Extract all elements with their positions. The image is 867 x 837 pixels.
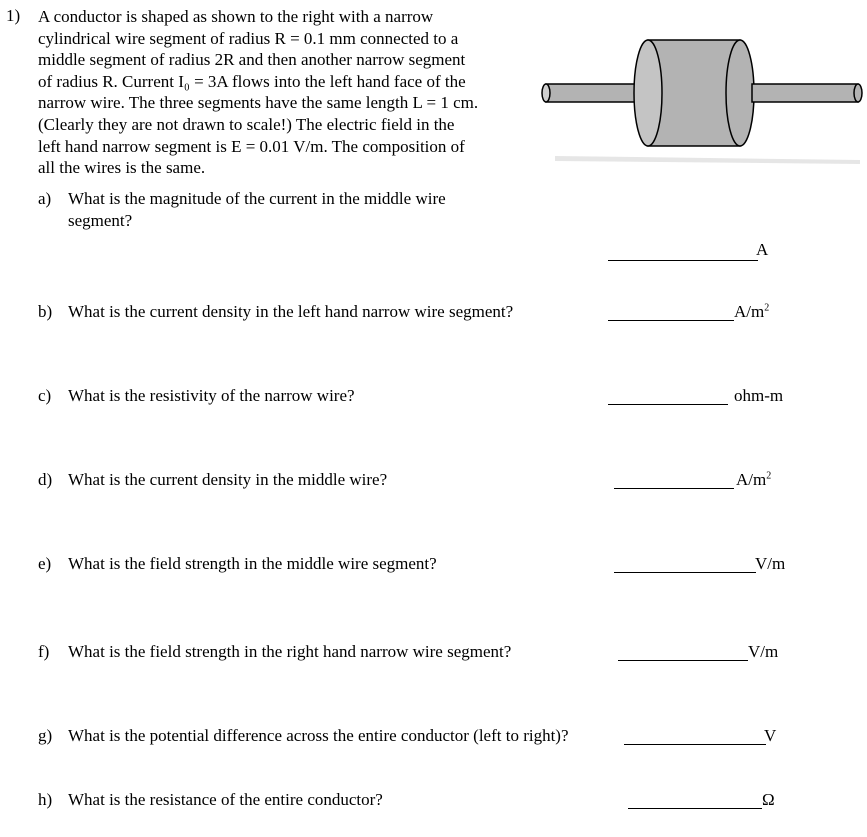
question-line: What is the potential difference across the entire conductor (left to right)? [68, 726, 569, 745]
right-narrow-segment [752, 84, 858, 102]
unit-h: Ω [762, 790, 775, 809]
unit-e: V/m [755, 554, 786, 573]
part-letter: g) [38, 726, 53, 745]
intro-line: left hand narrow segment is E = 0.01 V/m. The composition of [38, 136, 465, 156]
intro-line: (Clearly they are not drawn to scale!) The electric field in the [38, 114, 455, 134]
middle-segment-left-face [634, 40, 662, 146]
question-line: What is the magnitude of the current in the middle wire [68, 189, 446, 208]
part-question [68, 725, 569, 747]
unit-b [734, 302, 769, 322]
intro-line: of radius R. Current I₀ = 3A flows into the left hand face of the [38, 71, 466, 91]
part-letter: c) [38, 386, 52, 405]
question-line: What is the current density in the middle wire? [68, 470, 388, 489]
unit-d-exponent: 2 [766, 470, 772, 482]
unit-g: V [764, 726, 777, 745]
conductor-diagram [540, 28, 867, 178]
part-letter: a) [38, 189, 52, 208]
intro-line: middle segment of radius 2R and then another narrow segment [38, 50, 466, 70]
part-question [68, 385, 355, 407]
unit-d-text: A/m [736, 470, 767, 489]
intro-line: all the wires is the same. [38, 158, 206, 178]
middle-segment-right-face [726, 40, 754, 146]
figure-shadow [555, 156, 860, 164]
part-question [68, 188, 446, 232]
part-question [68, 553, 437, 575]
unit-b-exponent: 2 [764, 302, 770, 314]
unit-a: A [756, 240, 769, 259]
part-question [68, 789, 383, 811]
left-segment-end [542, 84, 550, 102]
intro-line: cylindrical wire segment of radius R = 0.1 mm connected to a [38, 28, 459, 48]
part-question [68, 301, 513, 323]
unit-b-text: A/m [734, 302, 765, 321]
part-question [68, 641, 511, 663]
right-segment-end [854, 84, 862, 102]
part-letter: e) [38, 554, 52, 573]
unit-f: V/m [748, 642, 779, 661]
part-letter: b) [38, 302, 53, 321]
unit-d [736, 470, 771, 490]
left-narrow-segment [546, 84, 646, 102]
answer-blank-e[interactable] [614, 572, 756, 573]
question-line: What is the current density in the left hand narrow wire segment? [68, 302, 514, 321]
question-line: What is the resistivity of the narrow wire? [68, 386, 355, 405]
answer-blank-f[interactable] [618, 660, 748, 661]
answer-blank-g[interactable] [624, 744, 766, 745]
question-line: What is the field strength in the right hand narrow wire segment? [68, 642, 512, 661]
answer-blank-c[interactable] [608, 404, 728, 405]
part-question [68, 469, 387, 491]
question-line: What is the resistance of the entire conductor? [68, 790, 383, 809]
problem-number: 1) [6, 6, 21, 25]
answer-blank-d[interactable] [614, 488, 734, 489]
unit-c: ohm-m [734, 386, 784, 405]
problem-statement [38, 6, 528, 179]
answer-blank-h[interactable] [628, 808, 762, 809]
answer-blank-b[interactable] [608, 320, 734, 321]
question-line: What is the field strength in the middle wire segment? [68, 554, 437, 573]
intro-line: A conductor is shaped as shown to the right with a narrow [38, 7, 434, 26]
intro-line: narrow wire. The three segments have the same length L = 1 cm. [38, 93, 479, 113]
question-line: segment? [68, 211, 133, 230]
answer-blank-a[interactable] [608, 260, 758, 261]
part-letter: h) [38, 790, 53, 809]
part-letter: f) [38, 642, 50, 661]
part-letter: d) [38, 470, 53, 489]
